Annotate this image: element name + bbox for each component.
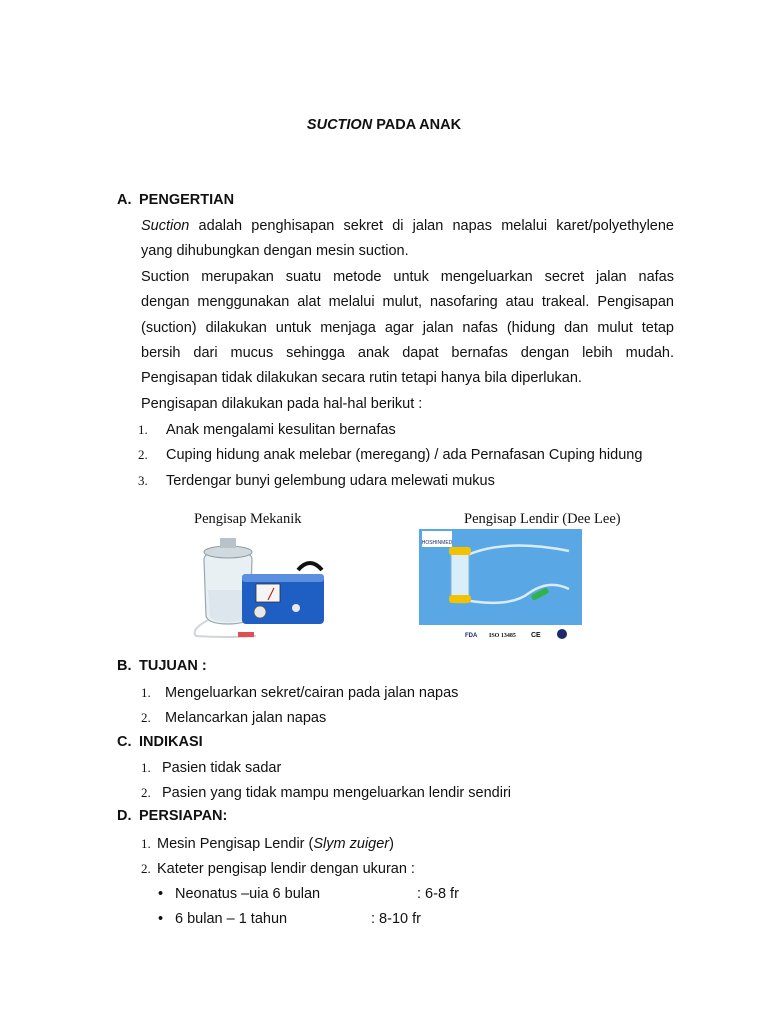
list-item: 1. Mesin Pengisap Lendir (Slym zuiger) (141, 836, 394, 852)
section-b-heading: B. TUJUAN : (117, 658, 207, 674)
section-a-list (138, 417, 642, 493)
list-item: 1. Pasien tidak sadar (141, 760, 282, 776)
list-item: 1. Anak mengalami kesulitan bernafas (138, 422, 396, 438)
cert-seal-icon (557, 629, 567, 639)
para-line: Pengisapan tidak dilakukan secara rutin tetapi hanya bila diperlukan. (141, 370, 582, 387)
para-line: dengan menggunakan alat melalui mulut, nasofaring atau trakeal. Pengisapan (141, 294, 674, 311)
list-item: 2. Kateter pengisap lendir dengan ukuran : (141, 861, 415, 878)
figure-caption-right: Pengisap Lendir (Dee Lee) (464, 511, 621, 527)
section-c-heading: C. INDIKASI (117, 734, 203, 750)
bullet-item: • Neonatus –uia 6 bulan : 6-8 fr (158, 886, 459, 902)
para-line: Suction adalah penghisapan sekret di jalan napas melalui karet/polyethylene (141, 218, 674, 234)
brand-label: HOSHINMED (421, 540, 453, 546)
list-item: 2. Melancarkan jalan napas (141, 710, 327, 727)
figure-caption-left: Pengisap Mekanik (194, 511, 302, 527)
section-a-paragraph (141, 214, 674, 417)
list-item: 3. Terdengar bunyi gelembung udara melewati mukus (138, 472, 495, 489)
list-item: 1. Mengeluarkan sekret/cairan pada jalan napas (141, 685, 459, 701)
section-b-list (141, 680, 458, 731)
section-a-heading: A. PENGERTIAN (117, 192, 235, 208)
section-d-list (141, 831, 415, 882)
para-line: Pengisapan dilakukan pada hal-hal berikut : (141, 395, 423, 412)
dee-lee-suction-image (419, 529, 582, 642)
cert-fda: FDA (465, 633, 478, 639)
suction-machine-image (186, 530, 336, 640)
section-c-list (141, 755, 511, 806)
list-item: 2. Pasien yang tidak mampu mengeluarkan lendir sendiri (141, 785, 511, 802)
para-line: Suction merupakan suatu metode untuk mengeluarkan secret jalan nafas (141, 268, 674, 285)
para-line: yang dihubungkan dengan mesin suction. (141, 243, 409, 260)
list-item: 2. Cuping hidung anak melebar (meregang) / ada Pernafasan Cuping hidung (138, 447, 643, 464)
para-line: bersih dari mucus sehingga anak dapat bernafas dengan lebih mudah. (141, 344, 674, 361)
cert-ce: CE (531, 632, 541, 639)
section-d-heading: D. PERSIAPAN: (117, 808, 228, 824)
bullet-item: • 6 bulan – 1 tahun : 8-10 fr (158, 911, 421, 928)
cert-iso: ISO 13485 (489, 633, 516, 639)
section-d-bullets (158, 882, 459, 933)
para-line: (suction) dilakukan untuk menjaga agar jalan nafas (hidung dan mulut tetap (141, 319, 674, 336)
page-title: SUCTION PADA ANAK (306, 117, 462, 133)
